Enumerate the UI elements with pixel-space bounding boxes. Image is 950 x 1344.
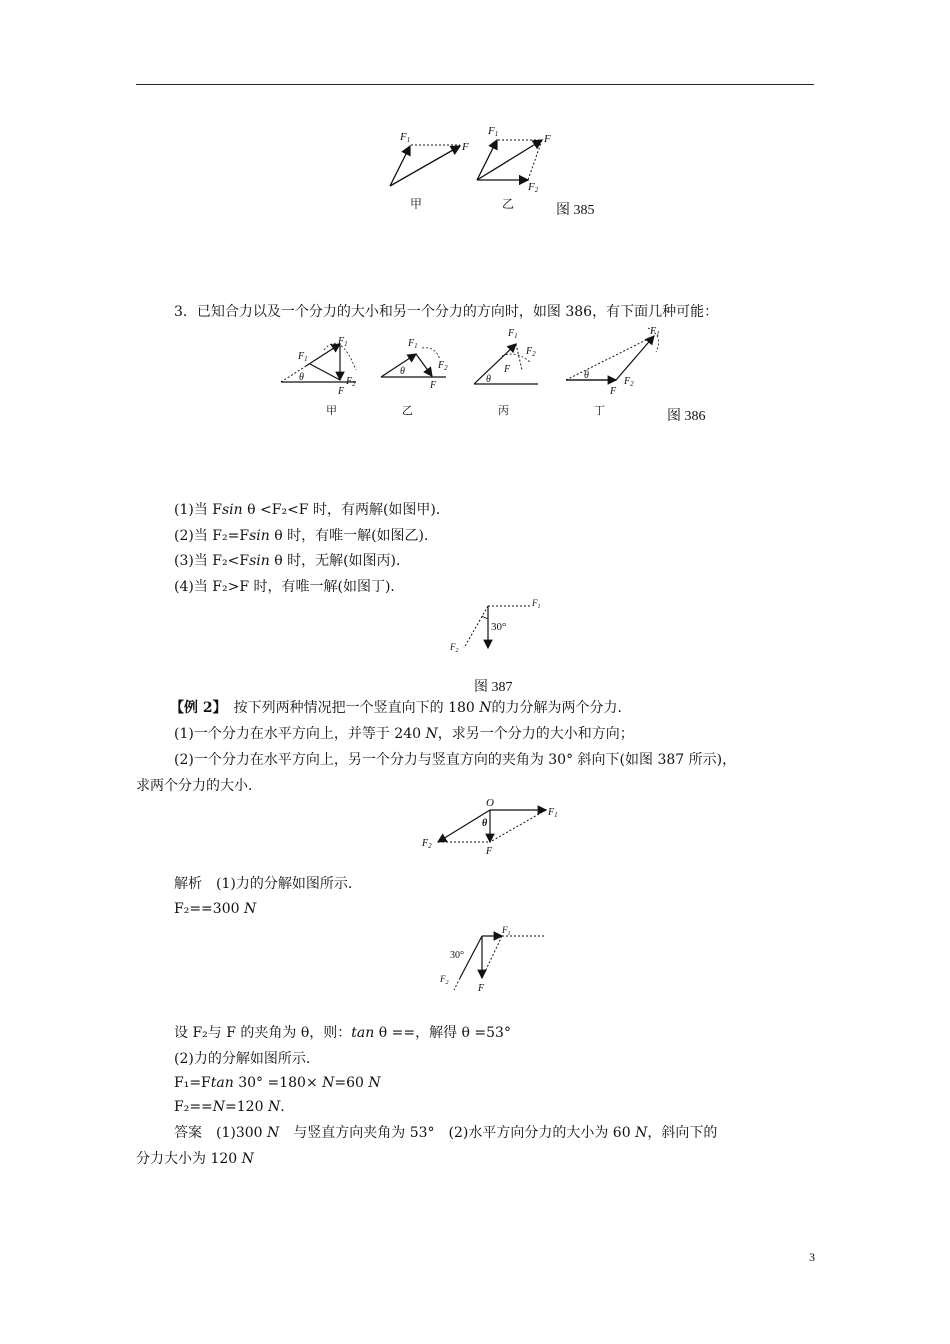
fig386-jia-f: F <box>338 386 345 397</box>
fig386-ding-f1: $F_1$ <box>650 326 660 338</box>
solution-part2: (2)力的分解如图所示． <box>174 1051 320 1067</box>
case-1: (1)当 Fsin θ <F₂<F 时，有两解(如图甲)． <box>174 502 450 518</box>
fig386-yi-f1: $F_1$ <box>408 338 418 350</box>
example-2-intro: 【例 2】 按下列两种情况把一个竖直向下的 180 N的力分解为两个分力． <box>170 700 632 716</box>
fig386-sublabel-ding: 丁 <box>594 405 605 417</box>
page-number: 3 <box>809 1250 815 1264</box>
figA-o: O <box>486 797 494 809</box>
fig385-yi-f-label: F <box>544 133 551 145</box>
example-2-q2-line2: 求两个分力的大小． <box>136 778 262 794</box>
fig386-sublabel-bing: 丙 <box>498 405 509 417</box>
solution-diagram-2 <box>438 924 558 996</box>
figA-f1: $F_1$ <box>548 807 558 819</box>
figB-f: F <box>478 983 485 994</box>
fig387-f2: $F_2$ <box>450 642 459 654</box>
answer-line-1: 答案 (1)300 N 与竖直方向夹角为 53° (2)水平方向分力的大小为 60 N，斜向下的 <box>174 1125 718 1141</box>
figure-386-diagram <box>276 322 676 422</box>
fig386-bing-f1: $F_1$ <box>508 328 518 340</box>
fig386-yi-theta: θ <box>400 366 405 377</box>
solution-diagram-1 <box>420 796 570 858</box>
figure-387-diagram <box>446 596 546 658</box>
solution-tan-line: 设 F₂与 F 的夹角为 θ，则：tan θ ==，解得 θ =53° <box>174 1025 511 1041</box>
fig386-bing-f2: $F_2$ <box>526 346 536 358</box>
answer-line-2: 分力大小为 120 N <box>136 1151 254 1167</box>
fig387-f1: $F_1$ <box>532 598 541 610</box>
example-2-q2-line1: (2)一个分力在水平方向上，另一个分力与竖直方向的夹角为 30° 斜向下(如图 387 所示)， <box>174 752 737 768</box>
figure-385-caption: 图 385 <box>556 203 595 218</box>
fig386-ding-theta: θ <box>584 370 589 381</box>
fig386-bing-f: F <box>504 364 511 375</box>
fig385-yi-f1-label: F1 <box>488 125 499 138</box>
fig386-jia-f1b: $F_1$ <box>338 336 348 348</box>
figA-f: F <box>486 846 493 857</box>
figB-f1: $F_1$ <box>502 925 511 937</box>
fig387-angle: 30° <box>491 621 507 633</box>
fig386-ding-f2: $F_2$ <box>624 376 634 388</box>
solution-f2-line: F₂==300 N <box>174 901 257 917</box>
solution-f2b-line: F₂==N=120 N. <box>174 1099 285 1115</box>
fig386-yi-f: F <box>430 380 437 391</box>
fig385-sublabel-jia: 甲 <box>410 197 423 211</box>
fig386-sublabel-yi: 乙 <box>402 405 413 417</box>
case-4: (4)当 F₂>F 时，有唯一解(如图丁)． <box>174 579 405 595</box>
solution-f1-line: F₁=Ftan 30° =180× N=60 N <box>174 1075 381 1091</box>
figure-385-diagram <box>380 120 570 220</box>
fig385-yi-f2-label: F2 <box>528 181 539 194</box>
figA-f2: $F_2$ <box>422 838 432 850</box>
figure-387-caption: 图 387 <box>474 680 513 695</box>
figA-theta: θ <box>482 818 488 829</box>
figB-angle: 30° <box>450 950 464 961</box>
fig385-f1-label: F1 <box>400 131 411 144</box>
fig386-sublabel-jia: 甲 <box>326 405 337 417</box>
solution-head: 解析 (1)力的分解如图所示． <box>174 876 362 892</box>
fig386-jia-f1: $F_1$ <box>298 351 308 363</box>
example-2-q1: (1)一个分力在水平方向上，并等于 240 N，求另一个分力的大小和方向； <box>174 726 634 742</box>
figB-f2: $F_2$ <box>440 974 449 986</box>
fig386-jia-f2: $F_2$ <box>346 376 356 388</box>
fig385-f-label: F <box>462 141 469 153</box>
section-3-text: 3．已知合力以及一个分力的大小和另一个分力的方向时，如图 386，有下面几种可能： <box>174 304 719 320</box>
fig386-jia-theta: θ <box>299 372 304 383</box>
fig385-sublabel-yi: 乙 <box>502 197 515 211</box>
figure-386-caption: 图 386 <box>667 409 706 424</box>
fig386-ding-f: F <box>610 386 617 397</box>
fig386-bing-theta: θ <box>486 374 491 385</box>
case-3: (3)当 F₂<Fsin θ 时，无解(如图丙)． <box>174 553 411 569</box>
header-rule <box>136 84 814 85</box>
fig386-yi-f2: $F_2$ <box>438 360 448 372</box>
case-2: (2)当 F₂=Fsin θ 时，有唯一解(如图乙)． <box>174 528 439 544</box>
